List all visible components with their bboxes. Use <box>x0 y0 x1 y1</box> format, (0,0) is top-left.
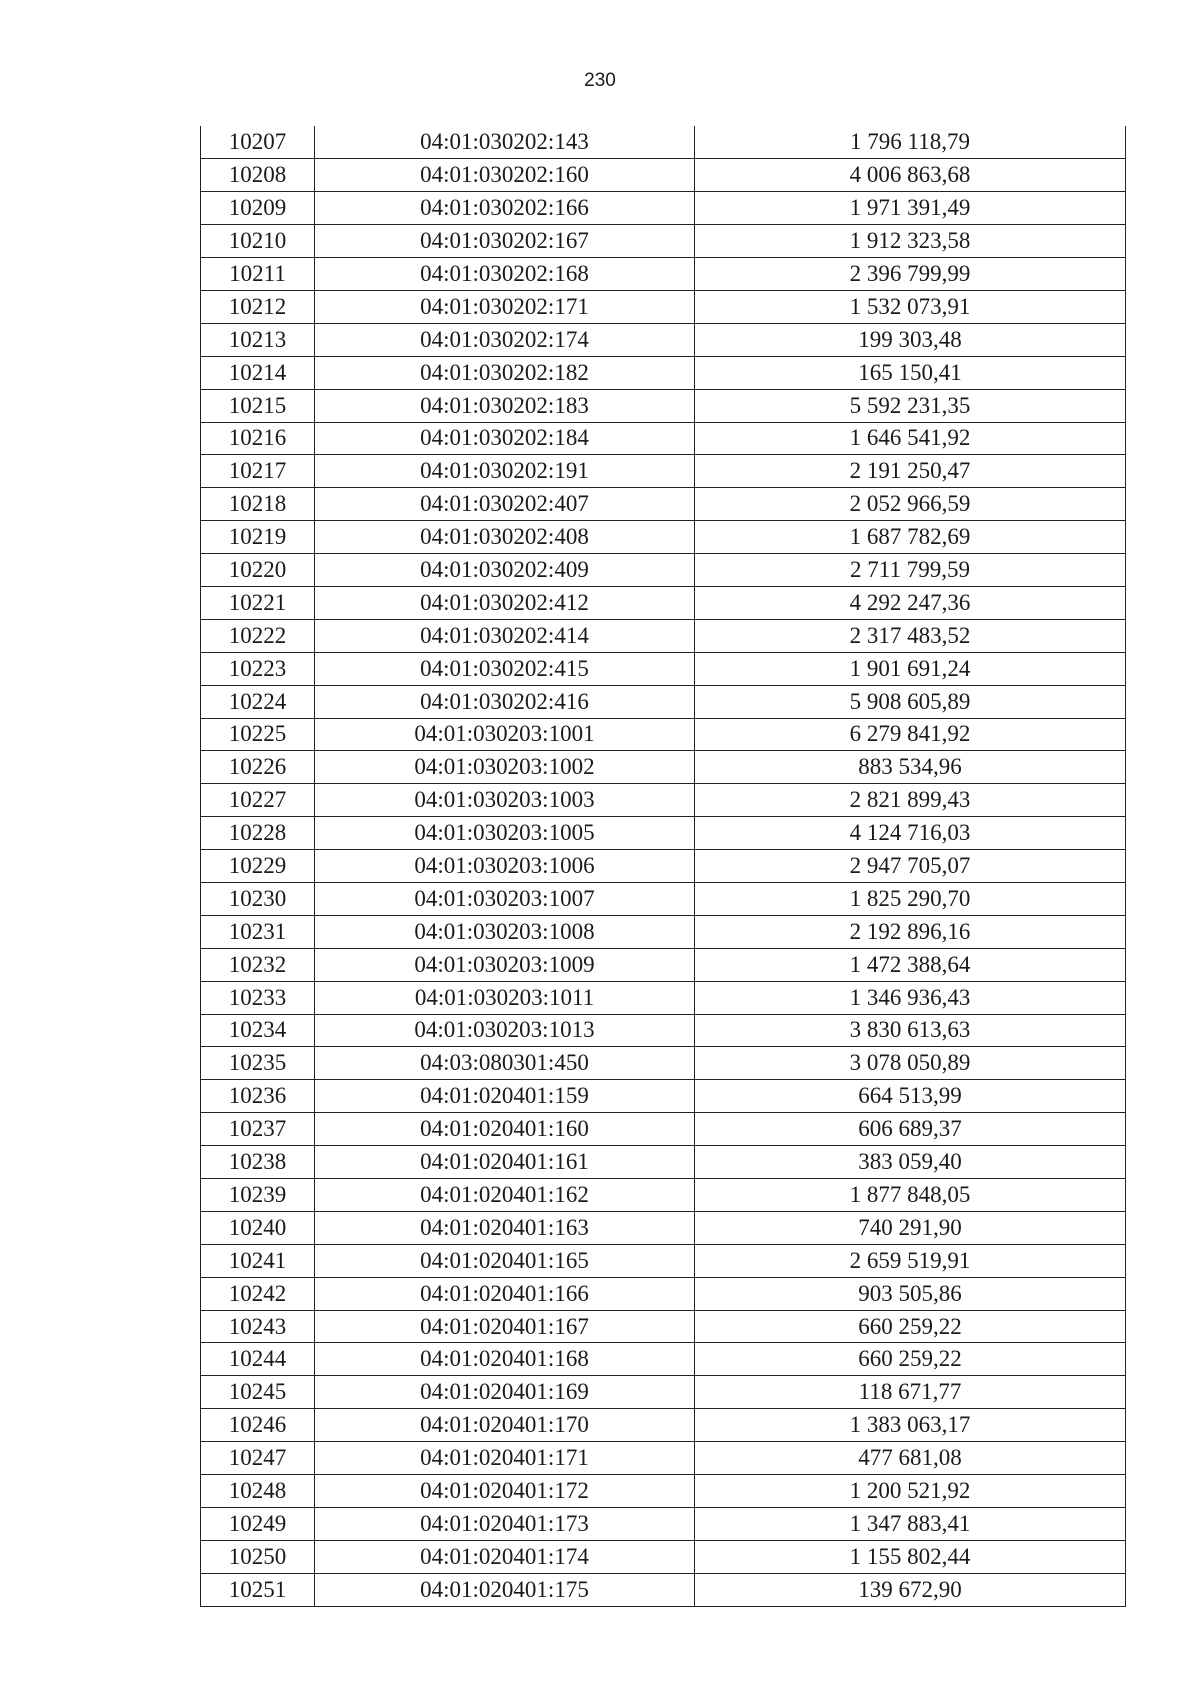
table-row <box>201 1211 1126 1244</box>
cadastral-value-cell: 2 396 799,99 <box>695 258 1126 291</box>
cadastral-value-cell: 1 646 541,92 <box>695 422 1126 455</box>
row-number-cell: 10246 <box>201 1409 315 1442</box>
cadastral-value-cell: 2 821 899,43 <box>695 784 1126 817</box>
cadastral-value-cell: 477 681,08 <box>695 1442 1126 1475</box>
cadastral-value-cell: 2 947 705,07 <box>695 850 1126 883</box>
cadastral-number-cell: 04:01:030202:143 <box>315 126 695 159</box>
row-number-cell: 10212 <box>201 290 315 323</box>
row-number-cell: 10223 <box>201 652 315 685</box>
cadastral-value-cell: 1 971 391,49 <box>695 192 1126 225</box>
row-number-cell: 10232 <box>201 948 315 981</box>
row-number-cell: 10207 <box>201 126 315 159</box>
page-number: 230 <box>584 70 616 91</box>
table-row <box>201 652 1126 685</box>
table-row <box>201 784 1126 817</box>
row-number-cell: 10224 <box>201 685 315 718</box>
row-number-cell: 10251 <box>201 1573 315 1606</box>
cadastral-value-cell: 2 711 799,59 <box>695 554 1126 587</box>
row-number-cell: 10241 <box>201 1244 315 1277</box>
row-number-cell: 10213 <box>201 323 315 356</box>
cadastral-value-cell: 139 672,90 <box>695 1573 1126 1606</box>
cadastral-value-cell: 5 908 605,89 <box>695 685 1126 718</box>
table-row <box>201 1507 1126 1540</box>
table-row <box>201 554 1126 587</box>
cadastral-number-cell: 04:01:030202:167 <box>315 225 695 258</box>
table-row <box>201 586 1126 619</box>
cadastral-value-cell: 5 592 231,35 <box>695 389 1126 422</box>
table-row <box>201 159 1126 192</box>
cadastral-number-cell: 04:01:020401:169 <box>315 1376 695 1409</box>
cadastral-value-cell: 1 346 936,43 <box>695 981 1126 1014</box>
cadastral-number-cell: 04:01:020401:170 <box>315 1409 695 1442</box>
cadastral-value-cell: 2 317 483,52 <box>695 619 1126 652</box>
row-number-cell: 10248 <box>201 1475 315 1508</box>
row-number-cell: 10234 <box>201 1014 315 1047</box>
cadastral-value-cell: 1 877 848,05 <box>695 1179 1126 1212</box>
cadastral-value-cell: 199 303,48 <box>695 323 1126 356</box>
row-number-cell: 10250 <box>201 1540 315 1573</box>
row-number-cell: 10219 <box>201 521 315 554</box>
cadastral-number-cell: 04:01:020401:167 <box>315 1310 695 1343</box>
cadastral-number-cell: 04:01:030202:407 <box>315 488 695 521</box>
cadastral-number-cell: 04:01:030203:1009 <box>315 948 695 981</box>
cadastral-number-cell: 04:01:030202:174 <box>315 323 695 356</box>
cadastral-number-cell: 04:01:020401:174 <box>315 1540 695 1573</box>
row-number-cell: 10247 <box>201 1442 315 1475</box>
cadastral-value-cell: 664 513,99 <box>695 1080 1126 1113</box>
row-number-cell: 10239 <box>201 1179 315 1212</box>
cadastral-number-cell: 04:01:020401:172 <box>315 1475 695 1508</box>
cadastral-value-cell: 1 200 521,92 <box>695 1475 1126 1508</box>
cadastral-value-cell: 2 659 519,91 <box>695 1244 1126 1277</box>
table-row <box>201 915 1126 948</box>
table-row <box>201 455 1126 488</box>
row-number-cell: 10233 <box>201 981 315 1014</box>
row-number-cell: 10245 <box>201 1376 315 1409</box>
row-number-cell: 10216 <box>201 422 315 455</box>
table-row <box>201 290 1126 323</box>
row-number-cell: 10228 <box>201 817 315 850</box>
table-body <box>201 126 1126 1606</box>
row-number-cell: 10236 <box>201 1080 315 1113</box>
table-row <box>201 1277 1126 1310</box>
cadastral-number-cell: 04:01:020401:175 <box>315 1573 695 1606</box>
table-row <box>201 1343 1126 1376</box>
cadastral-value-cell: 1 532 073,91 <box>695 290 1126 323</box>
cadastral-number-cell: 04:01:030202:415 <box>315 652 695 685</box>
cadastral-number-cell: 04:01:030202:183 <box>315 389 695 422</box>
row-number-cell: 10208 <box>201 159 315 192</box>
cadastral-value-cell: 903 505,86 <box>695 1277 1126 1310</box>
cadastral-number-cell: 04:01:030202:416 <box>315 685 695 718</box>
cadastral-number-cell: 04:03:080301:450 <box>315 1047 695 1080</box>
row-number-cell: 10244 <box>201 1343 315 1376</box>
cadastral-value-cell: 1 901 691,24 <box>695 652 1126 685</box>
cadastral-value-cell: 6 279 841,92 <box>695 718 1126 751</box>
cadastral-number-cell: 04:01:030202:409 <box>315 554 695 587</box>
table-row <box>201 1146 1126 1179</box>
table-row <box>201 126 1126 159</box>
table-row <box>201 981 1126 1014</box>
row-number-cell: 10235 <box>201 1047 315 1080</box>
cadastral-value-cell: 740 291,90 <box>695 1211 1126 1244</box>
table-row <box>201 422 1126 455</box>
row-number-cell: 10220 <box>201 554 315 587</box>
cadastral-number-cell: 04:01:030202:412 <box>315 586 695 619</box>
cadastral-value-cell: 3 830 613,63 <box>695 1014 1126 1047</box>
row-number-cell: 10217 <box>201 455 315 488</box>
cadastral-value-cell: 2 191 250,47 <box>695 455 1126 488</box>
table-row <box>201 225 1126 258</box>
row-number-cell: 10226 <box>201 751 315 784</box>
table-row <box>201 1376 1126 1409</box>
cadastral-number-cell: 04:01:020401:160 <box>315 1113 695 1146</box>
table-row <box>201 389 1126 422</box>
cadastral-number-cell: 04:01:030202:182 <box>315 356 695 389</box>
row-number-cell: 10215 <box>201 389 315 422</box>
cadastral-number-cell: 04:01:030203:1013 <box>315 1014 695 1047</box>
cadastral-number-cell: 04:01:030203:1008 <box>315 915 695 948</box>
table-row <box>201 323 1126 356</box>
cadastral-number-cell: 04:01:030202:408 <box>315 521 695 554</box>
table-row <box>201 1014 1126 1047</box>
cadastral-number-cell: 04:01:030202:191 <box>315 455 695 488</box>
row-number-cell: 10238 <box>201 1146 315 1179</box>
row-number-cell: 10218 <box>201 488 315 521</box>
cadastral-number-cell: 04:01:030203:1005 <box>315 817 695 850</box>
table-row <box>201 685 1126 718</box>
table-row <box>201 258 1126 291</box>
cadastral-number-cell: 04:01:020401:173 <box>315 1507 695 1540</box>
cadastral-number-cell: 04:01:030203:1003 <box>315 784 695 817</box>
row-number-cell: 10225 <box>201 718 315 751</box>
cadastral-number-cell: 04:01:020401:161 <box>315 1146 695 1179</box>
cadastral-value-cell: 883 534,96 <box>695 751 1126 784</box>
cadastral-value-cell: 118 671,77 <box>695 1376 1126 1409</box>
cadastral-number-cell: 04:01:020401:163 <box>315 1211 695 1244</box>
table-row <box>201 850 1126 883</box>
cadastral-value-cell: 1 472 388,64 <box>695 948 1126 981</box>
table-row <box>201 1244 1126 1277</box>
table-row <box>201 1409 1126 1442</box>
table-row <box>201 488 1126 521</box>
data-table <box>200 126 1126 1607</box>
cadastral-number-cell: 04:01:030203:1002 <box>315 751 695 784</box>
cadastral-number-cell: 04:01:030202:171 <box>315 290 695 323</box>
row-number-cell: 10211 <box>201 258 315 291</box>
cadastral-number-cell: 04:01:030202:168 <box>315 258 695 291</box>
row-number-cell: 10209 <box>201 192 315 225</box>
cadastral-value-cell: 1 796 118,79 <box>695 126 1126 159</box>
row-number-cell: 10243 <box>201 1310 315 1343</box>
cadastral-value-cell: 1 825 290,70 <box>695 882 1126 915</box>
table-row <box>201 751 1126 784</box>
cadastral-value-cell: 383 059,40 <box>695 1146 1126 1179</box>
cadastral-value-cell: 660 259,22 <box>695 1343 1126 1376</box>
table-row <box>201 1080 1126 1113</box>
row-number-cell: 10227 <box>201 784 315 817</box>
cadastral-value-cell: 4 292 247,36 <box>695 586 1126 619</box>
cadastral-number-cell: 04:01:030202:414 <box>315 619 695 652</box>
row-number-cell: 10221 <box>201 586 315 619</box>
cadastral-value-cell: 4 006 863,68 <box>695 159 1126 192</box>
cadastral-number-cell: 04:01:020401:171 <box>315 1442 695 1475</box>
table-row <box>201 817 1126 850</box>
row-number-cell: 10214 <box>201 356 315 389</box>
cadastral-value-cell: 3 078 050,89 <box>695 1047 1126 1080</box>
row-number-cell: 10230 <box>201 882 315 915</box>
row-number-cell: 10222 <box>201 619 315 652</box>
row-number-cell: 10231 <box>201 915 315 948</box>
row-number-cell: 10242 <box>201 1277 315 1310</box>
table-row <box>201 948 1126 981</box>
cadastral-value-cell: 2 192 896,16 <box>695 915 1126 948</box>
table-row <box>201 882 1126 915</box>
table-row <box>201 521 1126 554</box>
cadastral-value-cell: 1 383 063,17 <box>695 1409 1126 1442</box>
table-row <box>201 1113 1126 1146</box>
cadastral-value-cell: 1 687 782,69 <box>695 521 1126 554</box>
table-row <box>201 192 1126 225</box>
cadastral-number-cell: 04:01:020401:159 <box>315 1080 695 1113</box>
table-row <box>201 1573 1126 1606</box>
cadastral-number-cell: 04:01:030203:1006 <box>315 850 695 883</box>
cadastral-value-cell: 2 052 966,59 <box>695 488 1126 521</box>
cadastral-number-cell: 04:01:030203:1001 <box>315 718 695 751</box>
cadastral-value-table <box>200 126 1125 1607</box>
row-number-cell: 10249 <box>201 1507 315 1540</box>
cadastral-number-cell: 04:01:020401:165 <box>315 1244 695 1277</box>
row-number-cell: 10229 <box>201 850 315 883</box>
row-number-cell: 10240 <box>201 1211 315 1244</box>
cadastral-value-cell: 606 689,37 <box>695 1113 1126 1146</box>
table-row <box>201 356 1126 389</box>
cadastral-number-cell: 04:01:020401:166 <box>315 1277 695 1310</box>
row-number-cell: 10237 <box>201 1113 315 1146</box>
cadastral-number-cell: 04:01:030203:1007 <box>315 882 695 915</box>
cadastral-value-cell: 4 124 716,03 <box>695 817 1126 850</box>
cadastral-value-cell: 165 150,41 <box>695 356 1126 389</box>
table-row <box>201 1047 1126 1080</box>
cadastral-number-cell: 04:01:030202:184 <box>315 422 695 455</box>
table-row <box>201 718 1126 751</box>
cadastral-value-cell: 1 155 802,44 <box>695 1540 1126 1573</box>
table-row <box>201 1310 1126 1343</box>
cadastral-number-cell: 04:01:030203:1011 <box>315 981 695 1014</box>
cadastral-number-cell: 04:01:030202:166 <box>315 192 695 225</box>
cadastral-value-cell: 660 259,22 <box>695 1310 1126 1343</box>
table-row <box>201 1540 1126 1573</box>
cadastral-number-cell: 04:01:030202:160 <box>315 159 695 192</box>
row-number-cell: 10210 <box>201 225 315 258</box>
table-row <box>201 1442 1126 1475</box>
cadastral-number-cell: 04:01:020401:168 <box>315 1343 695 1376</box>
cadastral-number-cell: 04:01:020401:162 <box>315 1179 695 1212</box>
table-row <box>201 619 1126 652</box>
table-row <box>201 1475 1126 1508</box>
table-row <box>201 1179 1126 1212</box>
cadastral-value-cell: 1 912 323,58 <box>695 225 1126 258</box>
cadastral-value-cell: 1 347 883,41 <box>695 1507 1126 1540</box>
